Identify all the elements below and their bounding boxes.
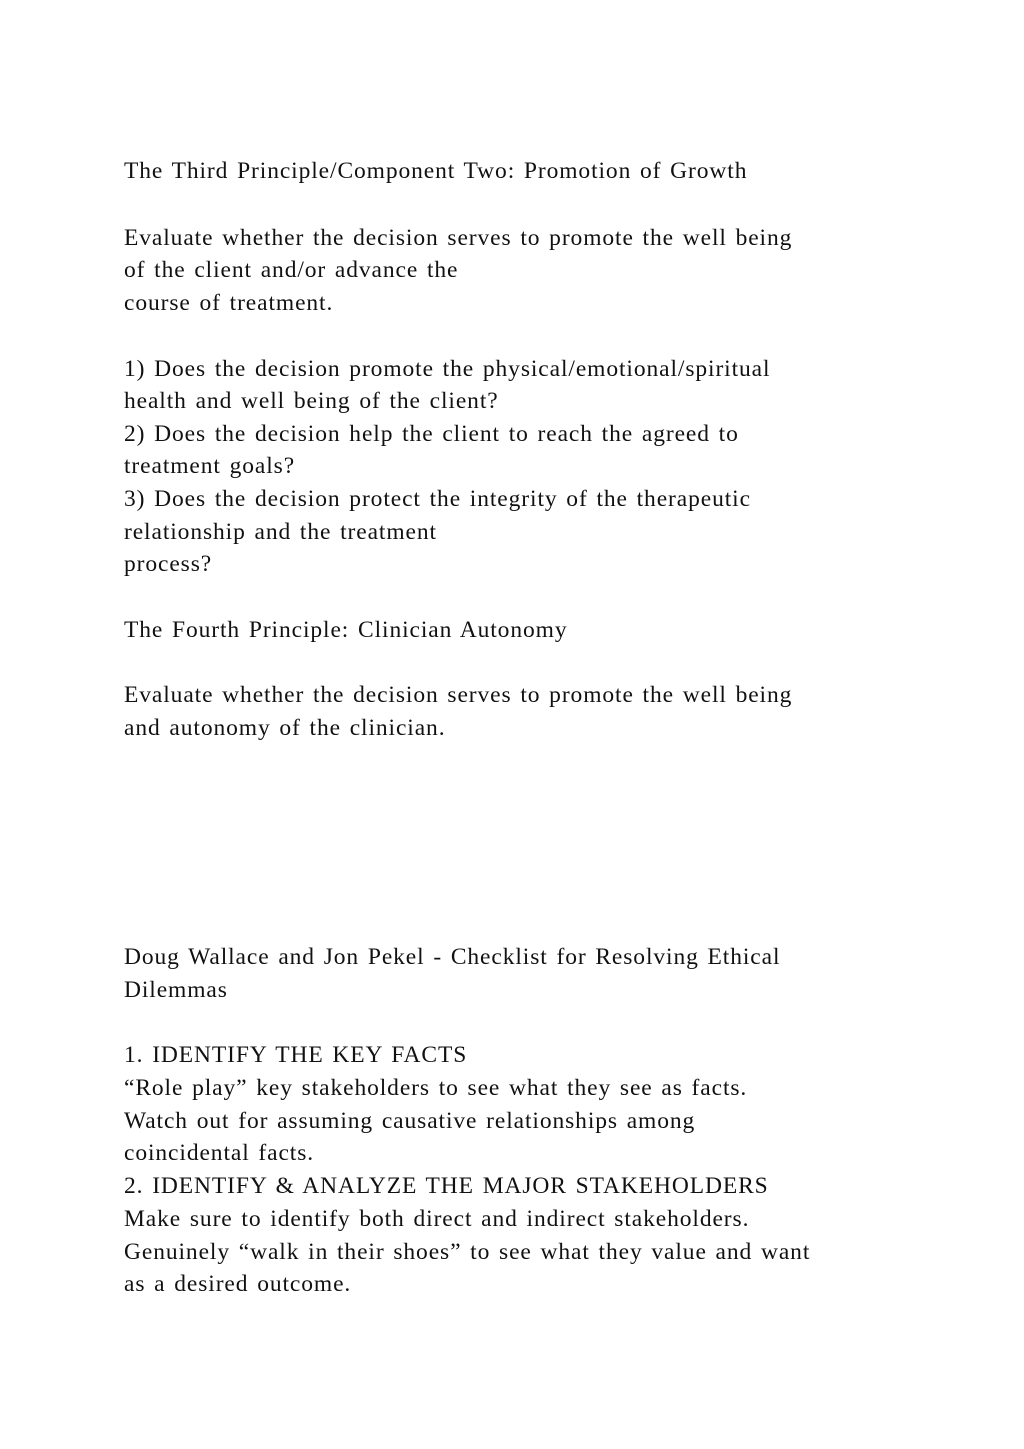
question-line: relationship and the treatment xyxy=(124,519,437,545)
question-line: health and well being of the client? xyxy=(124,388,499,414)
checklist-step-line: coincidental facts. xyxy=(124,1140,315,1166)
checklist-step-line: “Role play” key stakeholders to see what they see as facts. xyxy=(124,1075,748,1101)
section-heading-third-principle: The Third Principle/Component Two: Promotion of Growth xyxy=(124,158,748,184)
checklist-step-line: Watch out for assuming causative relationships among xyxy=(124,1108,696,1134)
question-line: treatment goals? xyxy=(124,453,296,479)
checklist-step-heading: 2. IDENTIFY & ANALYZE THE MAJOR STAKEHOLDERS xyxy=(124,1173,769,1199)
checklist-step-line: as a desired outcome. xyxy=(124,1271,352,1297)
checklist-step-line: Make sure to identify both direct and indirect stakeholders. xyxy=(124,1206,750,1232)
checklist-step-line: Genuinely “walk in their shoes” to see what they value and want xyxy=(124,1239,811,1265)
question-line: 3) Does the decision protect the integrity of the therapeutic xyxy=(124,486,751,512)
checklist-title: Doug Wallace and Jon Pekel - Checklist for Resolving Ethical xyxy=(124,944,781,970)
section-heading-fourth-principle: The Fourth Principle: Clinician Autonomy xyxy=(124,617,568,643)
paragraph-line: Evaluate whether the decision serves to promote the well being xyxy=(124,682,793,708)
question-line: 1) Does the decision promote the physical/emotional/spiritual xyxy=(124,356,771,382)
paragraph-line: course of treatment. xyxy=(124,290,334,316)
paragraph-line: Evaluate whether the decision serves to promote the well being xyxy=(124,225,793,251)
question-line: 2) Does the decision help the client to reach the agreed to xyxy=(124,421,739,447)
checklist-step-heading: 1. IDENTIFY THE KEY FACTS xyxy=(124,1042,468,1068)
paragraph-line: and autonomy of the clinician. xyxy=(124,715,446,741)
question-line: process? xyxy=(124,551,213,577)
paragraph-line: of the client and/or advance the xyxy=(124,257,459,283)
checklist-title: Dilemmas xyxy=(124,977,228,1003)
